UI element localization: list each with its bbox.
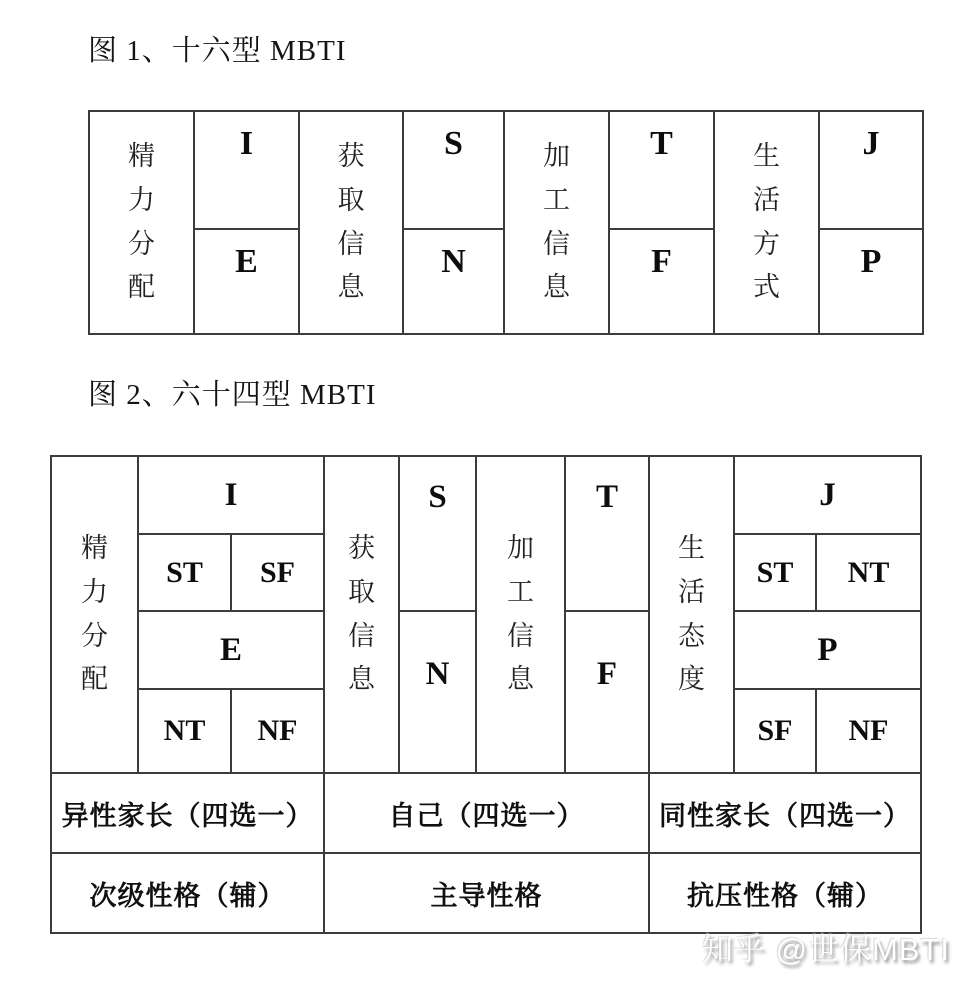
t2-cell-nt-left: NT <box>138 689 231 773</box>
t2-footer-dominant: 主导性格 <box>324 853 649 933</box>
t1-header-life <box>714 111 819 334</box>
t2-cell-nt-right: NT <box>816 534 921 611</box>
t2-header-info-text: 获取信息 <box>347 533 375 695</box>
t2-header-info <box>324 456 399 773</box>
t2-header-process-text: 加工信息 <box>506 533 534 695</box>
t2-cell-t: T <box>565 456 649 611</box>
t2-cell-i: I <box>138 456 324 534</box>
t1-header-energy <box>89 111 194 334</box>
t2-row-1 <box>51 456 921 534</box>
zhihu-watermark: 知乎 @世保MBTI <box>701 932 950 967</box>
t2-header-life-text: 生活态度 <box>677 533 705 695</box>
t2-cell-nf-right: NF <box>816 689 921 773</box>
t2-footer-row-1 <box>51 773 921 853</box>
t2-footer-stress: 抗压性格（辅） <box>649 853 921 933</box>
t2-header-life <box>649 456 734 773</box>
t1-row-top <box>89 111 923 229</box>
t2-cell-nf-left: NF <box>231 689 324 773</box>
t2-cell-n: N <box>399 611 476 773</box>
t2-footer-row-2 <box>51 853 921 933</box>
t2-cell-p: P <box>734 611 921 689</box>
t1-cell-p: P <box>819 229 923 334</box>
t2-cell-f: F <box>565 611 649 773</box>
t1-header-process-text: 加工信息 <box>542 141 570 303</box>
t1-cell-t: T <box>609 111 714 229</box>
t1-cell-i: I <box>194 111 299 229</box>
t1-header-info-text: 获取信息 <box>337 141 365 303</box>
t2-header-process <box>476 456 565 773</box>
t1-cell-n: N <box>403 229 504 334</box>
t2-cell-e: E <box>138 611 324 689</box>
t2-footer-secondary: 次级性格（辅） <box>51 853 324 933</box>
figure1-title: 图 1、十六型 MBTI <box>88 35 347 67</box>
figure2-table <box>50 455 922 934</box>
figure1-table <box>88 110 924 335</box>
t2-cell-j: J <box>734 456 921 534</box>
t2-header-energy-text: 精力分配 <box>80 533 108 695</box>
t2-cell-sf-right: SF <box>734 689 816 773</box>
t2-footer-opposite-parent: 异性家长（四选一） <box>51 773 324 853</box>
t1-header-process <box>504 111 609 334</box>
t2-footer-same-parent: 同性家长（四选一） <box>649 773 921 853</box>
t2-cell-sf-left: SF <box>231 534 324 611</box>
t1-header-energy-text: 精力分配 <box>127 141 155 303</box>
t2-footer-self: 自己（四选一） <box>324 773 649 853</box>
t1-cell-j: J <box>819 111 923 229</box>
t1-cell-e: E <box>194 229 299 334</box>
t1-cell-s: S <box>403 111 504 229</box>
t1-header-info <box>299 111 403 334</box>
t1-header-life-text: 生活方式 <box>752 141 780 303</box>
t1-cell-f: F <box>609 229 714 334</box>
t2-cell-st-left: ST <box>138 534 231 611</box>
t2-cell-s: S <box>399 456 476 611</box>
figure2-title: 图 2、六十四型 MBTI <box>88 379 377 411</box>
t2-cell-st-right: ST <box>734 534 816 611</box>
t2-header-energy <box>51 456 138 773</box>
